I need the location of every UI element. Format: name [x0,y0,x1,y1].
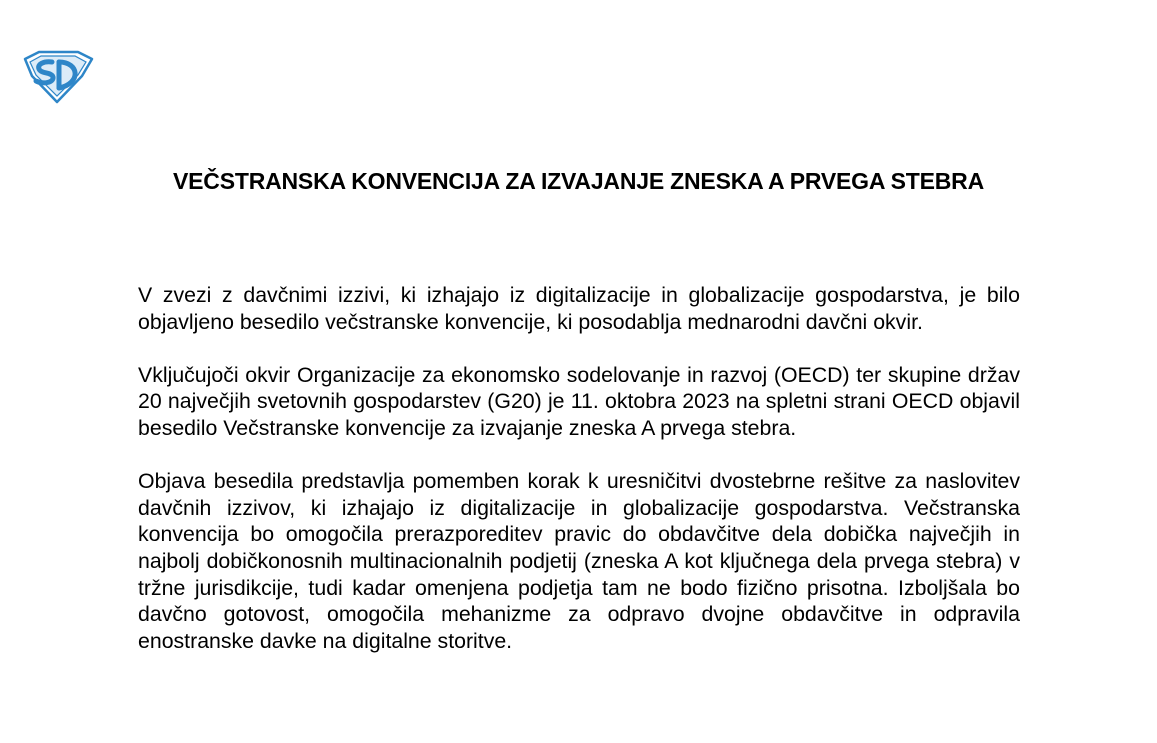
sd-shield-logo-icon [22,50,94,104]
paragraph: V zvezi z davčnimi izzivi, ki izhajajo iz digitalizacije in globalizacije gospodarstva, je bilo objavljeno besedilo večstranske konvencije, ki posodablja mednarodni davčni okvir. [138,283,1020,334]
document-title: VEČSTRANSKA KONVENCIJA ZA IZVAJANJE ZNESKA A PRVEGA STEBRA [173,168,984,194]
paragraph: Vključujoči okvir Organizacije za ekonomsko sodelovanje in razvoj (OECD) ter skupine držav 20 največjih svetovnih gospodarstev (G20) je 11. oktobra 2023 na spletni strani OECD objavil besedilo Večstranske konvencije za izvajanje zneska A prvega stebra. [138,362,1020,440]
document-body [138,282,1020,681]
paragraph: Objava besedila predstavlja pomemben korak k uresničitvi dvostebrne rešitve za naslovitev davčnih izzivov, ki izhajajo iz digitalizacije in globalizacije gospodarstva. Večstranska konvencija bo omogočila prerazporeditev pravic do obdavčitve dela dobička največjih in najbolj dobičkonosnih multinacionalnih podjetij (zneska A kot ključnega dela prvega stebra) v tržne jurisdikcije, tudi kadar omenjena podjetja tam ne bodo fizično prisotna. Izboljšala bo davčno gotovost, omogočila mehanizme za odpravo dvojne obdavčitve in odpravila enostranske davke na digitalne storitve. [138,469,1020,653]
